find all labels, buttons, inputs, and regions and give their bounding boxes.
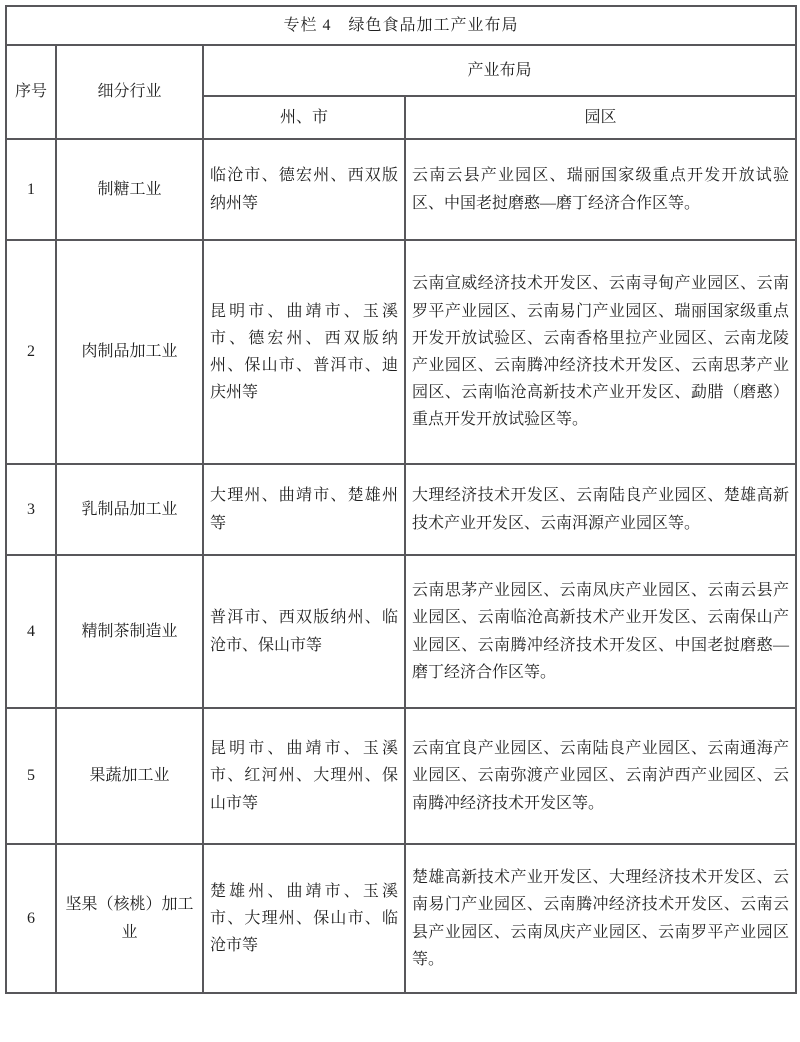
industry-cell: 制糖工业 xyxy=(56,139,203,240)
industry-cell: 坚果（核桃）加工业 xyxy=(56,844,203,993)
row-index-cell: 3 xyxy=(6,464,56,555)
parks-cell: 云南思茅产业园区、云南凤庆产业园区、云南云县产业园区、云南临沧高新技术产业开发区、云南保山产业园区、云南腾冲经济技术开发区、中国老挝磨憨—磨丁经济合作区等。 xyxy=(405,555,796,708)
row-index-cell: 6 xyxy=(6,844,56,993)
parks-cell: 楚雄高新技术产业开发区、大理经济技术开发区、云南易门产业园区、云南腾冲经济技术开发区、云南云县产业园区、云南凤庆产业园区、云南罗平产业园区等。 xyxy=(405,844,796,993)
regions-cell: 楚雄州、曲靖市、玉溪市、大理州、保山市、临沧市等 xyxy=(203,844,405,993)
parks-cell: 云南宣威经济技术开发区、云南寻甸产业园区、云南罗平产业园区、云南易门产业园区、瑞丽国家级重点开发开放试验区、云南香格里拉产业园区、云南龙陵产业园区、云南腾冲经济技术开发区、云南思茅产业园区、云南临沧高新技术产业开发区、勐腊（磨憨）重点开发开放试验区等。 xyxy=(405,240,796,464)
row-index-cell: 2 xyxy=(6,240,56,464)
title-row xyxy=(6,6,796,45)
table-row xyxy=(6,708,796,844)
header-index: 序号 xyxy=(6,45,56,139)
parks-cell: 云南云县产业园区、瑞丽国家级重点开发开放试验区、中国老挝磨憨—磨丁经济合作区等。 xyxy=(405,139,796,240)
regions-cell: 昆明市、曲靖市、玉溪市、红河州、大理州、保山市等 xyxy=(203,708,405,844)
industry-layout-table xyxy=(5,5,797,994)
regions-cell: 昆明市、曲靖市、玉溪市、德宏州、西双版纳州、保山市、普洱市、迪庆州等 xyxy=(203,240,405,464)
parks-cell: 大理经济技术开发区、云南陆良产业园区、楚雄高新技术产业开发区、云南洱源产业园区等。 xyxy=(405,464,796,555)
row-index-cell: 1 xyxy=(6,139,56,240)
parks-cell: 云南宜良产业园区、云南陆良产业园区、云南通海产业园区、云南弥渡产业园区、云南泸西产业园区、云南腾冲经济技术开发区等。 xyxy=(405,708,796,844)
table-row xyxy=(6,139,796,240)
header-row-top xyxy=(6,45,796,96)
regions-cell: 大理州、曲靖市、楚雄州等 xyxy=(203,464,405,555)
regions-cell: 临沧市、德宏州、西双版纳州等 xyxy=(203,139,405,240)
industry-cell: 果蔬加工业 xyxy=(56,708,203,844)
header-region: 州、市 xyxy=(203,96,405,139)
table-row xyxy=(6,464,796,555)
header-layout: 产业布局 xyxy=(203,45,796,96)
industry-cell: 乳制品加工业 xyxy=(56,464,203,555)
table-row xyxy=(6,240,796,464)
row-index-cell: 5 xyxy=(6,708,56,844)
regions-cell: 普洱市、西双版纳州、临沧市、保山市等 xyxy=(203,555,405,708)
industry-cell: 精制茶制造业 xyxy=(56,555,203,708)
row-index-cell: 4 xyxy=(6,555,56,708)
table-row xyxy=(6,555,796,708)
header-industry: 细分行业 xyxy=(56,45,203,139)
table-row xyxy=(6,844,796,993)
header-park: 园区 xyxy=(405,96,796,139)
industry-cell: 肉制品加工业 xyxy=(56,240,203,464)
table-title: 专栏 4 绿色食品加工产业布局 xyxy=(6,6,796,45)
